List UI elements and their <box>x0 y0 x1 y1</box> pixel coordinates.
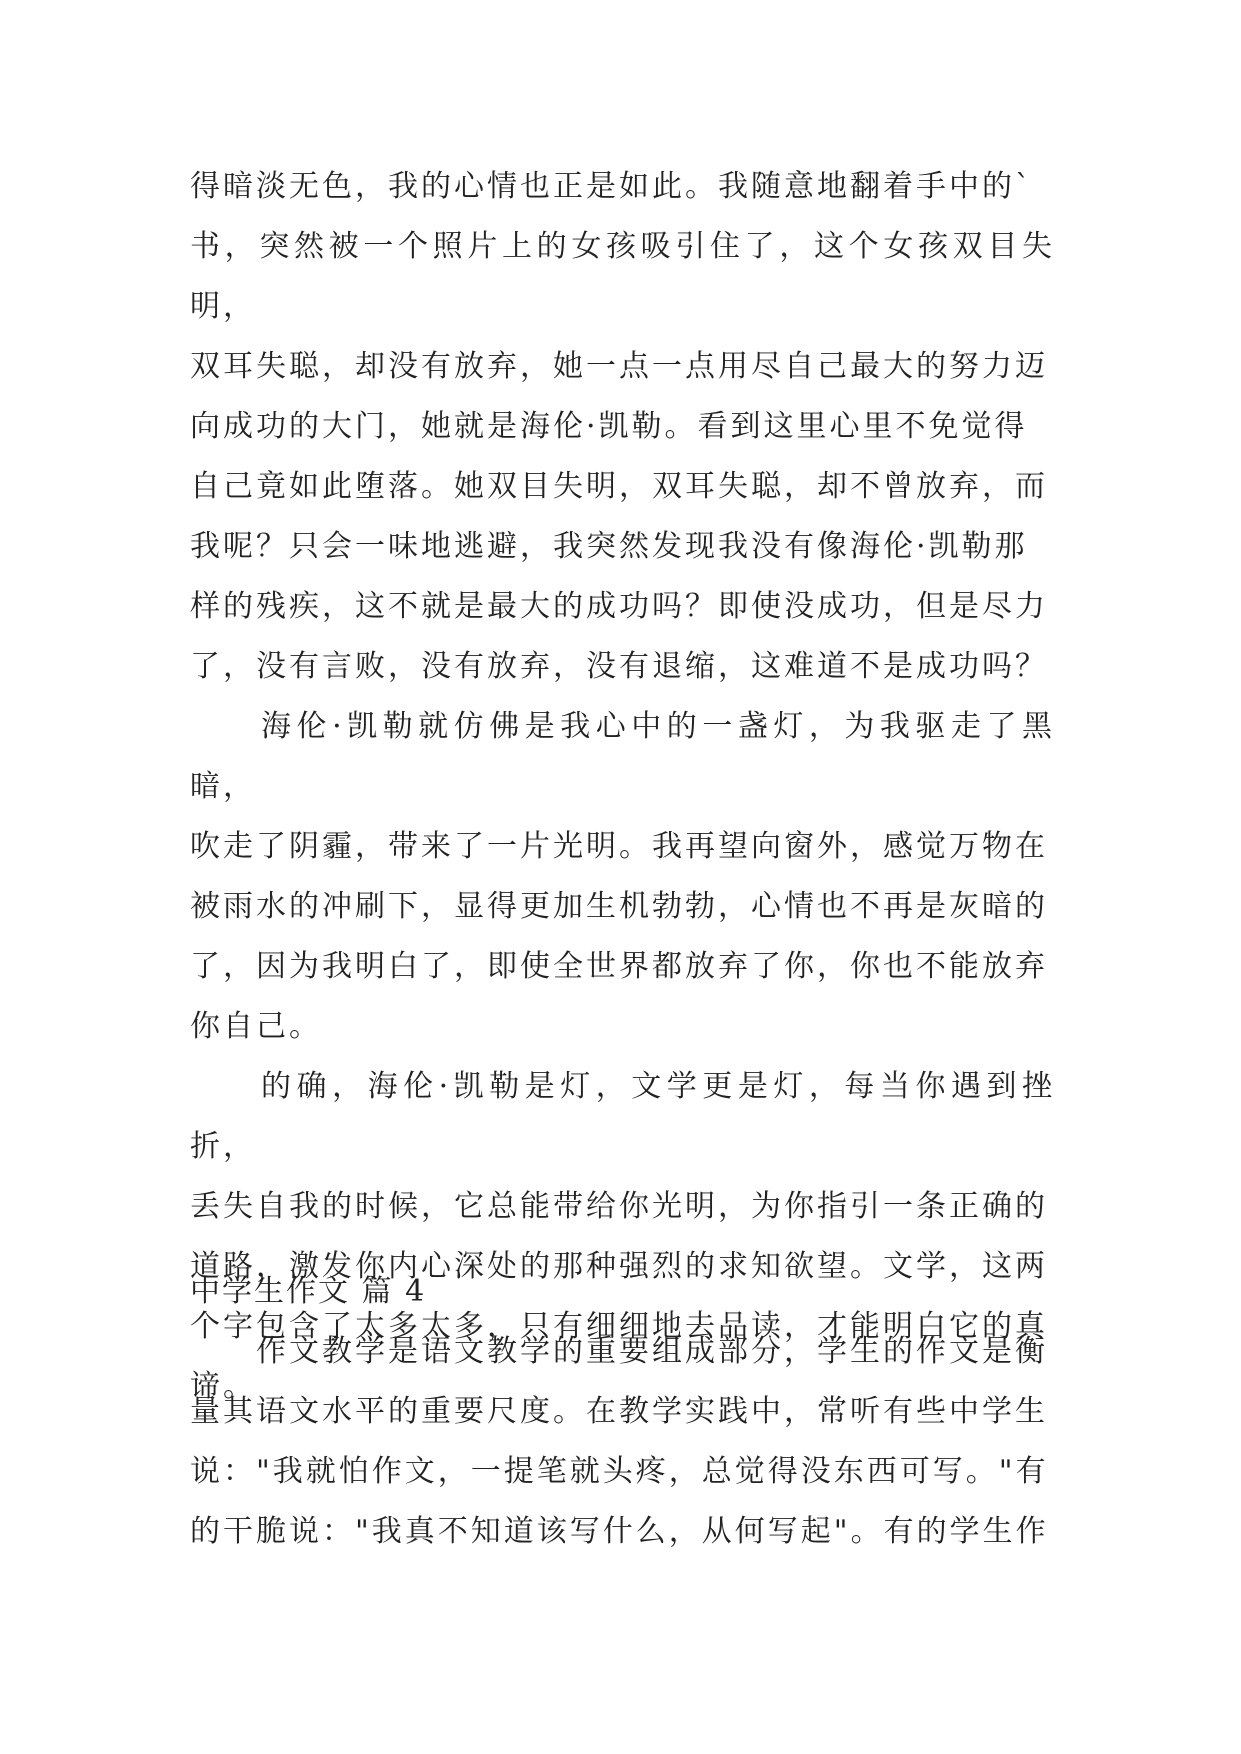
text-line: 说："我就怕作文，一提笔就头疼，总觉得没东西可写。"有 <box>190 1454 1049 1489</box>
text-line: 书，突然被一个照片上的女孩吸引住了，这个女孩双目失明， <box>190 229 1055 324</box>
essay-body-block-1 <box>190 157 1055 1417</box>
text-line: 道路，激发你内心深处的那种强烈的求知欲望。文学，这两 <box>190 1249 1048 1284</box>
text-line: 被雨水的冲刷下，显得更加生机勃勃，心情也不再是灰暗的 <box>190 889 1048 924</box>
text-line: 吹走了阴霾，带来了一片光明。我再望向窗外，感觉万物在 <box>190 829 1048 864</box>
text-line: 作文教学是语文教学的重要组成部分，学生的作文是衡 <box>190 1334 1048 1369</box>
essay-body-block-2 <box>190 1322 1055 1562</box>
text-line: 向成功的大门，她就是海伦·凯勒。看到这里心里不免觉得 <box>190 409 1028 444</box>
text-line: 个字包含了太多太多，只有细细地去品读，才能明白它的真 <box>190 1309 1048 1344</box>
text-line: 海伦·凯勒就仿佛是我心中的一盏灯，为我驱走了黑暗， <box>190 709 1055 804</box>
section-heading: 中学生作文 篇 4 <box>190 1274 427 1309</box>
text-line: 的确，海伦·凯勒是灯，文学更是灯，每当你遇到挫折， <box>190 1069 1055 1164</box>
text-line: 的干脆说："我真不知道该写什么，从何写起"。有的学生作 <box>190 1514 1049 1549</box>
text-line: 量其语文水平的重要尺度。在教学实践中，常听有些中学生 <box>190 1394 1048 1429</box>
text-line: 双耳失聪，却没有放弃，她一点一点用尽自己最大的努力迈 <box>190 349 1048 384</box>
text-line: 了，因为我明白了，即使全世界都放弃了你，你也不能放弃 <box>190 949 1048 984</box>
text-line: 谛。 <box>190 1369 256 1404</box>
text-line: 自己竟如此堕落。她双目失明，双耳失聪，却不曾放弃，而 <box>190 469 1048 504</box>
text-line: 你自己。 <box>190 1009 322 1044</box>
text-line: 了，没有言败，没有放弃，没有退缩，这难道不是成功吗？ <box>190 649 1048 684</box>
text-line: 丢失自我的时候，它总能带给你光明，为你指引一条正确的 <box>190 1189 1048 1224</box>
text-line: 样的残疾，这不就是最大的成功吗？即使没成功，但是尽力 <box>190 589 1048 624</box>
text-line: 得暗淡无色，我的心情也正是如此。我随意地翻着手中的` <box>190 169 1033 204</box>
text-line: 我呢？只会一味地逃避，我突然发现我没有像海伦·凯勒那 <box>190 529 1028 564</box>
